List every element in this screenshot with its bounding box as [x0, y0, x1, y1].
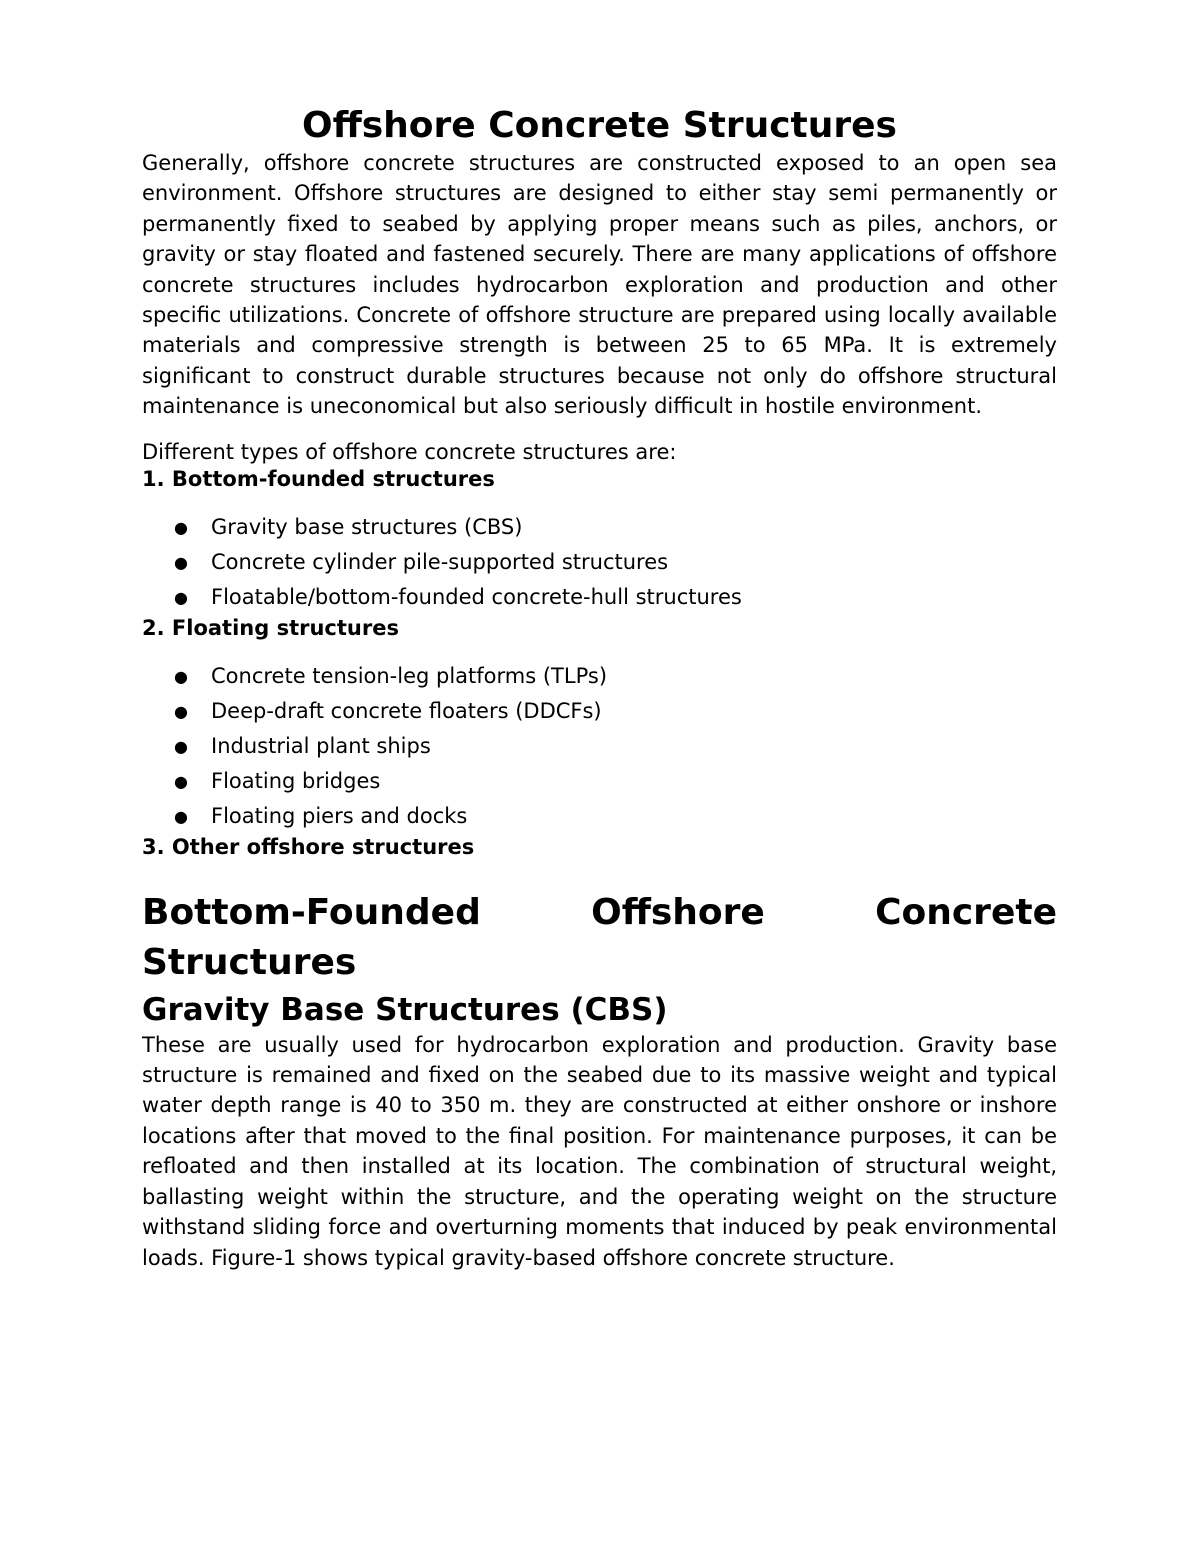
bullet-icon: ●: [174, 806, 188, 826]
bullet-icon: ●: [174, 736, 188, 756]
list-item: [142, 799, 1057, 834]
bottom-founded-list: [142, 510, 1057, 615]
group-heading-bottom-founded: 1. Bottom-founded structures: [142, 466, 495, 491]
bullet-icon: ●: [174, 587, 188, 607]
section-heading-word: Offshore: [591, 891, 765, 933]
list-item: [142, 545, 1057, 580]
section-heading-line: [142, 888, 1057, 938]
list-item: [142, 694, 1057, 729]
document-title: Offshore Concrete Structures: [301, 105, 897, 146]
list-item: [142, 510, 1057, 545]
bullet-icon: ●: [174, 771, 188, 791]
subsection-paragraph: These are usually used for hydrocarbon exploration and production. Gravity base structure is remained and fixed on the seabed due to its massive weight and typical water depth range is 40 to 350 m. they are constructed at either onshore or inshore locations after that moved to the final position. For maintenance purposes, it can be refloated and then installed at its location. The combination of structural weight, ballasting weight within the structure, and the operating weight on the structure withstand sliding force and overturning moments that induced by peak environmental loads. Figure-1 shows typical gravity-based offshore concrete structure.: [142, 1032, 1057, 1270]
list-item-text: Concrete cylinder pile-supported structures: [211, 549, 669, 574]
list-item: [142, 580, 1057, 615]
list-item: [142, 659, 1057, 694]
list-item: [142, 764, 1057, 799]
floating-list: [142, 659, 1057, 834]
list-item: [142, 729, 1057, 764]
section-heading-word: Bottom-Founded: [142, 891, 481, 933]
document-page: [142, 104, 1057, 1273]
section-heading: [142, 888, 1057, 988]
list-item-text: Industrial plant ships: [211, 733, 431, 758]
list-item-text: Concrete tension-leg platforms (TLPs): [211, 663, 608, 688]
list-item-text: Floating piers and docks: [211, 803, 468, 828]
list-item-text: Deep-draft concrete floaters (DDCFs): [211, 698, 602, 723]
bullet-icon: ●: [174, 552, 188, 572]
subsection-heading: Gravity Base Structures (CBS): [142, 991, 668, 1028]
bullet-icon: ●: [174, 517, 188, 537]
intro-paragraph: Generally, offshore concrete structures are constructed exposed to an open sea environment. Offshore structures are designed to either stay semi permanently or permanently fixed to seabed by applying proper means such as piles, anchors, or gravity or stay floated and fastened securely. There are many applications of offshore concrete structures includes hydrocarbon exploration and production and other specific utilizations. Concrete of offshore structure are prepared using locally available materials and compressive strength is between 25 to 65 MPa. It is extremely significant to construct durable structures because not only do offshore structural maintenance is uneconomical but also seriously difficult in hostile environment.: [142, 151, 1057, 419]
group-heading-floating: 2. Floating structures: [142, 615, 399, 640]
list-item-text: Gravity base structures (CBS): [211, 514, 523, 539]
bullet-icon: ●: [174, 666, 188, 686]
group-heading-other: 3. Other offshore structures: [142, 834, 475, 859]
section-heading-tail: Structures: [142, 941, 357, 983]
bullet-icon: ●: [174, 701, 188, 721]
types-intro: Different types of offshore concrete structures are:: [142, 439, 677, 464]
list-item-text: Floatable/bottom-founded concrete-hull structures: [211, 584, 742, 609]
list-item-text: Floating bridges: [211, 768, 381, 793]
section-heading-word: Concrete: [875, 891, 1057, 933]
